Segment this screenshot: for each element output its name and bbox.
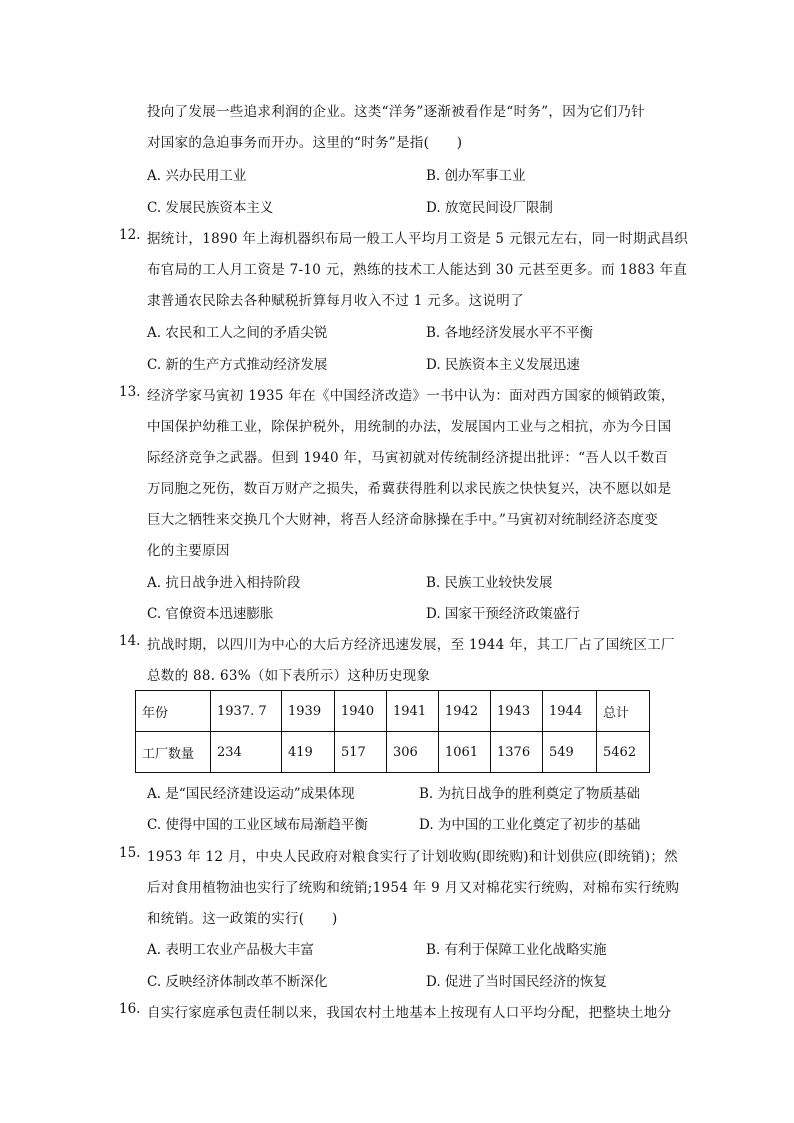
q13-option-d[interactable]: D. 国家干预经济政策盛行 <box>426 606 580 622</box>
q13-text-line: 巨大之牺牲来交换几个大财神，将吾人经济命脉操在手中。”马寅初对统制经济态度变 <box>147 512 659 528</box>
table-header-cell: 年份 <box>136 691 211 732</box>
q11-option-d[interactable]: D. 放宽民间设厂限制 <box>426 200 553 216</box>
q15-text-line: 后对食用植物油也实行了统购和统销;1954 年 9 月又对棉花实行统购，对棉布实行统购 <box>147 880 680 896</box>
table-cell: 1061 <box>439 732 491 773</box>
q11-option-c[interactable]: C. 发展民族资本主义 <box>147 200 274 216</box>
table-cell: 549 <box>543 732 597 773</box>
q13-text-line: 际经济竞争之武器。但到 1940 年，马寅初就对传统制经济提出批评：“吾人以千数百 <box>147 450 669 466</box>
q14-number: 14. <box>119 633 141 649</box>
table-cell: 工厂数量 <box>136 732 211 773</box>
q13-option-b[interactable]: B. 民族工业较快发展 <box>426 575 553 591</box>
q11-text-line: 对国家的急迫事务而开办。这里的“时务”是指( ) <box>147 135 463 151</box>
q14-option-d[interactable]: D. 为中国的工业化奠定了初步的基础 <box>419 817 641 833</box>
q13-text-line: 经济学家马寅初 1935 年在《中国经济改造》一书中认为：面对西方国家的倾销政策， <box>147 388 675 404</box>
table-header-cell: 1941 <box>387 691 439 732</box>
table-header-cell: 总计 <box>597 691 650 732</box>
q15-number: 15. <box>119 845 141 861</box>
table-row <box>136 732 650 773</box>
q12-option-a[interactable]: A. 农民和工人之间的矛盾尖锐 <box>147 325 328 341</box>
table-header-cell: 1939 <box>282 691 335 732</box>
q12-text-line: 隶普通农民除去各种赋税折算每月收入不过 1 元多。这说明了 <box>147 293 524 309</box>
table-cell: 5462 <box>597 732 650 773</box>
q12-text-line: 据统计，1890 年上海机器织布局一般工人平均月工资是 5 元银元左右，同一时期武昌织 <box>147 231 689 247</box>
q13-number: 13. <box>119 384 141 400</box>
table-header-cell: 1944 <box>543 691 597 732</box>
q13-text-line: 化的主要原因 <box>147 543 230 559</box>
q12-number: 12. <box>119 227 141 243</box>
q12-option-d[interactable]: D. 民族资本主义发展迅速 <box>426 357 580 373</box>
table-header-cell: 1940 <box>335 691 387 732</box>
table-cell: 517 <box>335 732 387 773</box>
factory-count-table <box>135 690 650 773</box>
q14-option-a[interactable]: A. 是“国民经济建设运动”成果体现 <box>147 786 355 802</box>
q11-option-b[interactable]: B. 创办军事工业 <box>426 168 526 184</box>
q15-option-c[interactable]: C. 反映经济体制改革不断深化 <box>147 974 328 990</box>
table-cell: 419 <box>282 732 335 773</box>
q12-option-c[interactable]: C. 新的生产方式推动经济发展 <box>147 357 328 373</box>
q15-text-line: 和统销。这一政策的实行( ) <box>147 911 338 927</box>
q11-option-a[interactable]: A. 兴办民用工业 <box>147 168 247 184</box>
q14-option-c[interactable]: C. 使得中国的工业区域布局渐趋平衡 <box>147 817 368 833</box>
q15-option-d[interactable]: D. 促进了当时国民经济的恢复 <box>426 974 607 990</box>
q15-text-line: 1953 年 12 月，中央人民政府对粮食实行了计划收购(即统购)和计划供应(即统销)；然 <box>147 849 678 865</box>
q13-option-a[interactable]: A. 抗日战争进入相持阶段 <box>147 575 301 591</box>
q12-option-b[interactable]: B. 各地经济发展水平不平衡 <box>426 325 594 341</box>
q14-text-line: 抗战时期，以四川为中心的大后方经济迅速发展，至 1944 年，其工厂占了国统区工厂 <box>147 637 675 653</box>
table-cell: 234 <box>211 732 282 773</box>
table-header-cell: 1942 <box>439 691 491 732</box>
q13-text-line: 万同胞之死伤，数百万财产之损失，希冀获得胜利以求民族之快快复兴，决不愿以如是 <box>147 481 672 497</box>
table-cell: 306 <box>387 732 439 773</box>
table-header-cell: 1943 <box>491 691 543 732</box>
q14-text-line: 总数的 88. 63%（如下表所示）这种历史现象 <box>147 668 431 684</box>
q12-text-line: 布官局的工人月工资是 7-10 元，熟练的技术工人能达到 30 元甚至更多。而 1883 年直 <box>147 262 688 278</box>
q13-option-c[interactable]: C. 官僚资本迅速膨胀 <box>147 606 274 622</box>
q16-text-line: 自实行家庭承包责任制以来，我国农村土地基本上按现有人口平均分配，把整块土地分 <box>147 1005 672 1021</box>
table-row <box>136 691 650 732</box>
q15-option-a[interactable]: A. 表明工农业产品极大丰富 <box>147 942 314 958</box>
q13-text-line: 中国保护幼稚工业，除保护税外，用统制的办法，发展国内工业与之相抗，亦为今日国 <box>147 419 672 435</box>
q16-number: 16. <box>119 1001 141 1017</box>
q15-option-b[interactable]: B. 有利于保障工业化战略实施 <box>426 942 607 958</box>
table-header-cell: 1937. 7 <box>211 691 282 732</box>
q14-option-b[interactable]: B. 为抗日战争的胜利奠定了物质基础 <box>419 786 641 802</box>
q11-text-line: 投向了发展一些追求利润的企业。这类“洋务”逐渐被看作是“时务”，因为它们乃针 <box>147 104 646 120</box>
table-cell: 1376 <box>491 732 543 773</box>
